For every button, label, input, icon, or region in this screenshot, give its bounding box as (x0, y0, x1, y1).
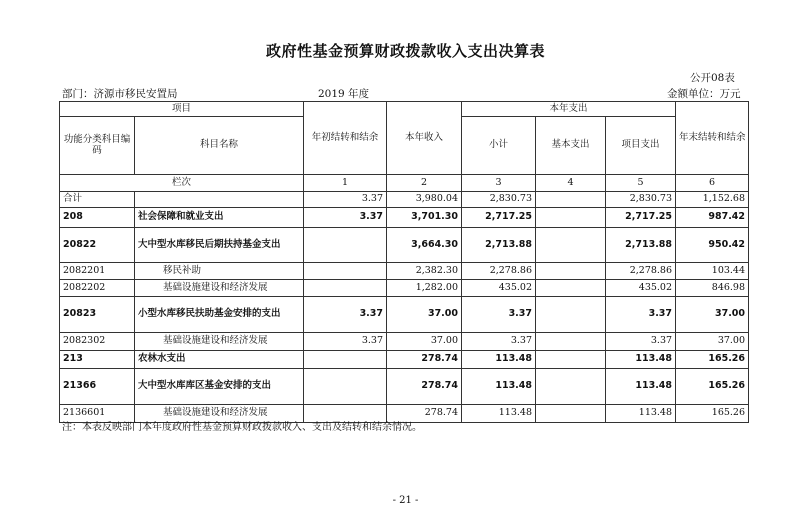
cell-name: 基础设施建设和经济发展 (135, 280, 304, 297)
cell-proj: 2,278.86 (606, 263, 676, 280)
cell-name: 大中型水库移民后期扶持基金支出 (135, 228, 304, 263)
cell-income: 278.74 (387, 351, 462, 369)
cell-income: 37.00 (387, 333, 462, 351)
cell-income: 278.74 (387, 405, 462, 423)
cell-begin: 3.37 (304, 297, 387, 333)
cell-code: 213 (60, 351, 135, 369)
header-subject: 科目名称 (135, 117, 304, 175)
header-begin-balance: 年初结转和结余 (304, 102, 387, 175)
cell-subtotal: 3.37 (462, 297, 536, 333)
cell-subtotal: 2,278.86 (462, 263, 536, 280)
cell-basic (536, 333, 606, 351)
col-num: 3 (462, 175, 536, 192)
cell-basic (536, 263, 606, 280)
header-subtotal: 小计 (462, 117, 536, 175)
table-row (60, 263, 749, 280)
table-row (60, 280, 749, 297)
department-label: 部门：济源市移民安置局 (62, 88, 178, 100)
cell-basic (536, 280, 606, 297)
cell-subtotal: 113.48 (462, 369, 536, 405)
cell-code: 2082202 (60, 280, 135, 297)
unit-label: 金额单位：万元 (667, 88, 741, 100)
cell-begin (304, 263, 387, 280)
cell-income: 37.00 (387, 297, 462, 333)
cell-name: 移民补助 (135, 263, 304, 280)
cell-income: 3,664.30 (387, 228, 462, 263)
cell-code: 2136601 (60, 405, 135, 423)
cell-name (135, 192, 304, 208)
cell-subtotal: 435.02 (462, 280, 536, 297)
cell-subtotal: 2,713.88 (462, 228, 536, 263)
cell-code: 20823 (60, 297, 135, 333)
cell-proj: 2,830.73 (606, 192, 676, 208)
cell-name: 农林水支出 (135, 351, 304, 369)
header-current-expense: 本年支出 (462, 102, 676, 117)
cell-end: 165.26 (676, 351, 749, 369)
cell-end: 950.42 (676, 228, 749, 263)
header-column-order: 栏次 (60, 175, 304, 192)
col-num: 5 (606, 175, 676, 192)
cell-basic (536, 297, 606, 333)
cell-name: 基础设施建设和经济发展 (135, 405, 304, 423)
cell-name: 基础设施建设和经济发展 (135, 333, 304, 351)
cell-begin (304, 351, 387, 369)
header-code: 功能分类科目编码 (60, 117, 135, 175)
cell-code: 2082201 (60, 263, 135, 280)
cell-name: 大中型水库库区基金安排的支出 (135, 369, 304, 405)
cell-begin: 3.37 (304, 333, 387, 351)
header-current-income: 本年收入 (387, 102, 462, 175)
cell-proj: 113.48 (606, 351, 676, 369)
cell-income: 2,382.30 (387, 263, 462, 280)
col-num: 1 (304, 175, 387, 192)
cell-income: 1,282.00 (387, 280, 462, 297)
cell-end: 987.42 (676, 208, 749, 228)
cell-proj: 435.02 (606, 280, 676, 297)
cell-end: 846.98 (676, 280, 749, 297)
cell-code: 208 (60, 208, 135, 228)
cell-end: 165.26 (676, 405, 749, 423)
page-number: - 21 - (392, 495, 419, 506)
table-row (60, 333, 749, 351)
cell-begin: 3.37 (304, 208, 387, 228)
cell-proj: 113.48 (606, 369, 676, 405)
cell-code: 2082302 (60, 333, 135, 351)
cell-subtotal: 113.48 (462, 405, 536, 423)
table-row (60, 351, 749, 369)
budget-table (59, 101, 749, 423)
header-project-expense: 项目支出 (606, 117, 676, 175)
cell-proj: 2,713.88 (606, 228, 676, 263)
cell-income: 3,980.04 (387, 192, 462, 208)
cell-end: 103.44 (676, 263, 749, 280)
table-row (60, 208, 749, 228)
table-row (60, 192, 749, 208)
cell-basic (536, 351, 606, 369)
cell-basic (536, 192, 606, 208)
cell-subtotal: 2,830.73 (462, 192, 536, 208)
header-end-balance: 年末结转和结余 (676, 102, 749, 175)
table-row (60, 297, 749, 333)
cell-income: 3,701.30 (387, 208, 462, 228)
footnote: 注：本表反映部门本年度政府性基金预算财政拨款收入、支出及结转和结余情况。 (62, 422, 422, 433)
cell-basic (536, 369, 606, 405)
cell-begin (304, 228, 387, 263)
cell-code: 20822 (60, 228, 135, 263)
cell-subtotal: 113.48 (462, 351, 536, 369)
cell-code: 合计 (60, 192, 135, 208)
cell-basic (536, 405, 606, 423)
cell-begin (304, 369, 387, 405)
col-num: 4 (536, 175, 606, 192)
header-project: 项目 (60, 102, 304, 117)
table-number: 公开08表 (690, 72, 735, 84)
cell-name: 小型水库移民扶助基金安排的支出 (135, 297, 304, 333)
cell-end: 1,152.68 (676, 192, 749, 208)
cell-name: 社会保障和就业支出 (135, 208, 304, 228)
cell-proj: 3.37 (606, 297, 676, 333)
cell-proj: 2,717.25 (606, 208, 676, 228)
cell-end: 165.26 (676, 369, 749, 405)
fiscal-year: 2019 年度 (318, 88, 370, 100)
cell-proj: 113.48 (606, 405, 676, 423)
cell-basic (536, 228, 606, 263)
col-num: 6 (676, 175, 749, 192)
cell-subtotal: 2,717.25 (462, 208, 536, 228)
cell-income: 278.74 (387, 369, 462, 405)
cell-code: 21366 (60, 369, 135, 405)
col-num: 2 (387, 175, 462, 192)
header-basic-expense: 基本支出 (536, 117, 606, 175)
cell-basic (536, 208, 606, 228)
cell-begin (304, 280, 387, 297)
cell-end: 37.00 (676, 333, 749, 351)
cell-subtotal: 3.37 (462, 333, 536, 351)
cell-end: 37.00 (676, 297, 749, 333)
page-title: 政府性基金预算财政拨款收入支出决算表 (265, 42, 545, 60)
cell-begin: 3.37 (304, 192, 387, 208)
table-row (60, 228, 749, 263)
table-row (60, 369, 749, 405)
cell-proj: 3.37 (606, 333, 676, 351)
